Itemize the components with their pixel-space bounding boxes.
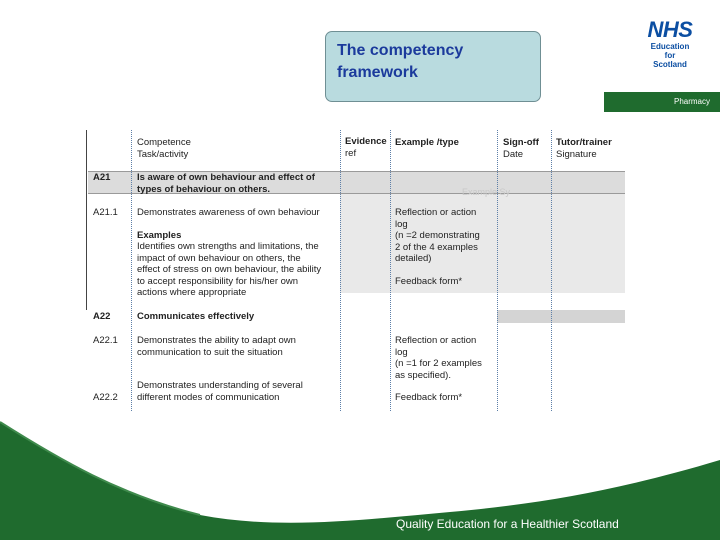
nhs-logo-line3: Scotland [653,60,687,69]
nhs-logo-line2: for [664,51,676,60]
header-evidence: Evidence ref [345,136,387,159]
nhs-logo-line1: Education [650,42,690,51]
nhs-logo [636,18,704,69]
examples-list: Identifies own strengths and limitations, the impact of own behaviour on others, the effect of stress on own behaviour, the ability to accept responsibility for his/her own actions where appropriate [137,241,322,298]
row-task: Demonstrates the ability to adapt own communication to suit the situation [137,335,296,358]
examples-heading: Examples [137,230,182,241]
footer-tagline: Quality Education for a Healthier Scotland [396,517,619,531]
slide-title [325,31,541,102]
row-task: Is aware of own behaviour and effect of types of behaviour on others. [137,172,315,195]
row-band-a22 [497,310,625,323]
nhs-logo-mark: NHS [644,18,696,41]
row-code: A21 [93,172,111,183]
row-task: Demonstrates awareness of own behaviour [137,207,320,218]
row-task: Demonstrates understanding of several different modes of communication [137,380,303,403]
row-band-a211 [340,193,625,293]
header-competence: Competence Task/activity [137,137,191,160]
slide-title-line2: framework [337,64,418,81]
row-code: A22 [93,311,111,322]
col-divider [551,130,552,411]
section-label: Pharmacy [604,92,720,112]
col-divider [390,130,391,411]
slide-title-line1: The competency [337,42,464,59]
col-divider [340,130,341,411]
competency-table [84,130,625,411]
col-divider [497,130,498,411]
row-evidence-feedback: Feedback form* [395,276,463,287]
ghost-text: Example Sy [462,187,511,197]
row-code: A21.1 [93,207,118,218]
row-evidence: Reflection or action log (n =2 demonstrating 2 of the 4 examples detailed) [395,207,480,264]
row-evidence: Feedback form* [395,392,463,403]
header-example: Example /type [395,137,459,148]
col-divider [131,130,132,411]
table-left-border [86,130,87,310]
row-code: A22.2 [93,392,118,403]
row-evidence: Reflection or action log (n =1 for 2 examples as specified). [395,335,482,381]
header-tutor: Tutor/trainer Signature [556,137,612,160]
row-task: Communicates effectively [137,311,255,322]
row-code: A22.1 [93,335,118,346]
header-signoff: Sign-off Date [503,137,539,160]
